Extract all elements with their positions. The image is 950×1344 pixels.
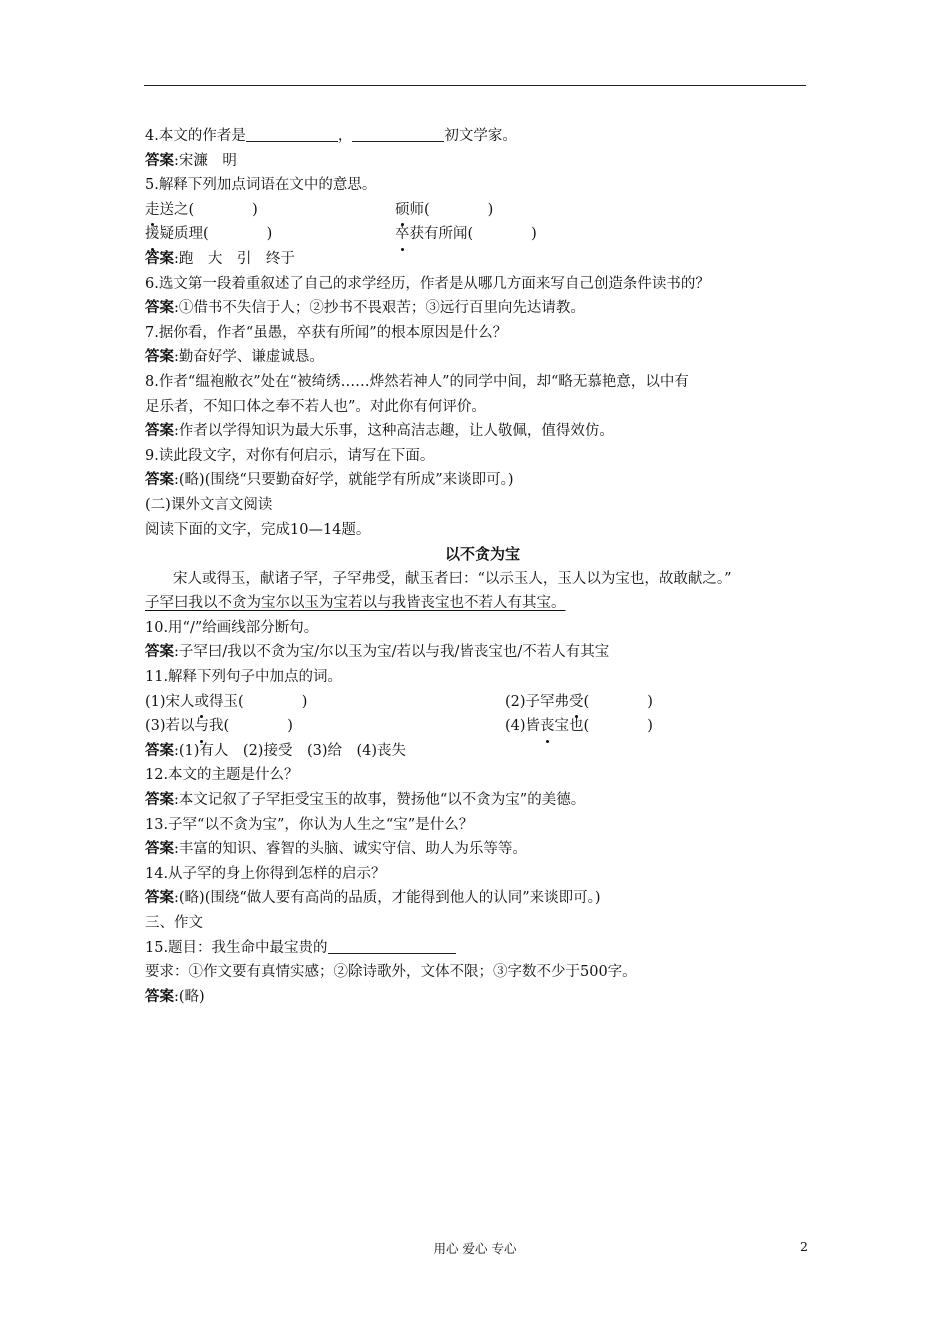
answer-label: 答案 bbox=[145, 988, 174, 1005]
answer-text: :丰富的知识、睿智的头脑、诚实守信、助人为乐等等。 bbox=[174, 841, 527, 858]
answer-label: 答案 bbox=[145, 644, 174, 661]
answer-5 bbox=[145, 247, 810, 272]
item-text: 我( ) bbox=[209, 718, 293, 735]
question-14: 14.从子罕的身上你得到怎样的启示？ bbox=[145, 865, 386, 882]
dotted-word: 卒 bbox=[395, 222, 410, 247]
dotted-word: 援 bbox=[145, 222, 160, 247]
question-10: 10.用“/”给画线部分断句。 bbox=[145, 619, 319, 636]
answer-text: :勤奋好学、谦虚诚恳。 bbox=[174, 349, 324, 366]
answer-blank bbox=[352, 126, 444, 142]
answer-text: :(1)有人 (2)接受 (3)给 (4)丧失 bbox=[174, 742, 407, 759]
answer-blank bbox=[246, 126, 338, 142]
answer-12 bbox=[145, 788, 810, 813]
question-6: 6.选文第一段着重叙述了自己的求学经历，作者是从哪几方面来写自己创造条件读书的？ bbox=[145, 275, 710, 292]
item-text: 师( ) bbox=[409, 201, 494, 218]
answer-label: 答案 bbox=[145, 152, 174, 169]
question-15 bbox=[145, 936, 810, 961]
question-5-items-row2 bbox=[145, 222, 810, 247]
item-text: 获有所闻( ) bbox=[409, 226, 537, 243]
footer-text: 用心 爱心 专心 bbox=[433, 1241, 517, 1256]
answer-label: 答案 bbox=[145, 472, 174, 489]
instruction: 阅读下面的文字，完成10—14题。 bbox=[145, 521, 371, 538]
answer-label: 答案 bbox=[145, 841, 174, 858]
answer-text: :(略)(围绕“只要勤奋好学，就能学有所成”来谈即可。) bbox=[174, 472, 514, 489]
section-heading: 三、作文 bbox=[145, 915, 203, 931]
item-text: 送之( ) bbox=[159, 201, 258, 218]
question-11: 11.解释下列句子中加点的词。 bbox=[145, 669, 343, 686]
item-text: (2)子罕弗 bbox=[505, 693, 570, 710]
dotted-word: 受 bbox=[569, 690, 584, 715]
dotted-word: 硕 bbox=[395, 198, 410, 223]
question-11-items-row2 bbox=[145, 714, 810, 739]
passage-title: 以不贪为宝 bbox=[444, 545, 520, 564]
answer-14 bbox=[145, 886, 810, 911]
answer-blank bbox=[328, 938, 456, 954]
passage-underlined-line bbox=[145, 591, 810, 616]
question-5-items-row1 bbox=[145, 198, 810, 223]
page-content bbox=[145, 124, 810, 1009]
answer-15 bbox=[145, 985, 810, 1010]
question-11-items-row1 bbox=[145, 690, 810, 715]
answer-text: :作者以学得知识为最大乐事，这种高洁志趣，让人敬佩，值得效仿。 bbox=[174, 423, 614, 440]
question-text: ， bbox=[337, 128, 353, 144]
answer-text: :(略) bbox=[174, 988, 205, 1005]
answer-text: :跑 大 引 终于 bbox=[174, 250, 295, 267]
dotted-word: 走 bbox=[145, 198, 160, 223]
answer-label: 答案 bbox=[145, 792, 174, 809]
question-4 bbox=[145, 124, 810, 149]
question-9: 9.读此段文字，对你有何启示，请写在下面。 bbox=[145, 447, 435, 464]
answer-13 bbox=[145, 837, 810, 862]
dotted-word: 丧 bbox=[540, 714, 555, 739]
question-7: 7.据你看，作者“虽愚，卒获有所闻”的根本原因是什么？ bbox=[145, 324, 508, 341]
answer-6 bbox=[145, 296, 810, 321]
question-8-line2: 足乐者，不知口体之奉不若人也”。对此你有何评价。 bbox=[145, 398, 486, 415]
answer-text: :宋濂 明 bbox=[174, 152, 237, 169]
item-text: (4)皆 bbox=[505, 718, 541, 735]
answer-7 bbox=[145, 345, 810, 370]
answer-label: 答案 bbox=[145, 890, 174, 907]
question-5: 5.解释下列加点词语在文中的意思。 bbox=[145, 177, 377, 194]
answer-label: 答案 bbox=[145, 300, 174, 317]
answer-text: :(略)(围绕“做人要有高尚的品质，才能得到他人的认同”来谈即可。) bbox=[174, 890, 601, 907]
answer-text: :本文记叙了子罕拒受宝玉的故事，赞扬他“以不贪为宝”的美德。 bbox=[174, 792, 586, 809]
dotted-word: 与 bbox=[195, 714, 210, 739]
answer-label: 答案 bbox=[145, 250, 174, 267]
answer-9 bbox=[145, 468, 810, 493]
passage-line: 宋人或得玉，献诸子罕，子罕弗受，献玉者曰：“以示玉人，玉人以为宝也，故敢献之。” bbox=[173, 570, 732, 587]
dotted-word: 或 bbox=[195, 690, 210, 715]
item-text: 疑质理( ) bbox=[159, 226, 273, 243]
item-text: (1)宋人 bbox=[145, 693, 195, 710]
question-8-line1: 8.作者“缊袍敝衣”处在“被绮绣……烨然若神人”的同学中间，却“略无慕艳意，以中有 bbox=[145, 373, 689, 390]
header-rule bbox=[144, 85, 806, 86]
item-text: 得玉( ) bbox=[209, 693, 308, 710]
answer-10 bbox=[145, 640, 810, 665]
question-text: 初文学家。 bbox=[444, 128, 517, 144]
answer-label: 答案 bbox=[145, 423, 174, 440]
answer-text: :①借书不失信于人；②抄书不畏艰苦；③远行百里向先达请教。 bbox=[174, 300, 585, 317]
question-text: 15.题目：我生命中最宝贵的 bbox=[145, 939, 328, 956]
section-heading: (二)课外文言文阅读 bbox=[145, 496, 273, 513]
item-text: (3)若以 bbox=[145, 718, 195, 735]
question-13: 13.子罕“以不贪为宝”，你认为人生之“宝”是什么？ bbox=[145, 816, 474, 833]
question-text: 4.本文的作者是 bbox=[145, 128, 246, 144]
answer-text: :子罕曰/我以不贪为宝/尔以玉为宝/若以与我/皆丧宝也/不若人有其宝 bbox=[174, 644, 610, 661]
answer-11 bbox=[145, 739, 810, 764]
question-15-requirements: 要求：①作文要有真情实感；②除诗歌外，文体不限；③字数不少于500字。 bbox=[145, 964, 637, 981]
item-text: ( ) bbox=[583, 693, 653, 710]
answer-label: 答案 bbox=[145, 742, 174, 759]
answer-label: 答案 bbox=[145, 349, 174, 366]
page-number: 2 bbox=[800, 1239, 808, 1254]
question-12: 12.本文的主题是什么？ bbox=[145, 767, 299, 784]
underlined-text: 子罕曰我以不贪为宝尔以玉为宝若以与我皆丧宝也不若人有其宝。 bbox=[145, 595, 566, 612]
item-text: 宝也( ) bbox=[554, 718, 653, 735]
answer-4 bbox=[145, 149, 810, 174]
answer-8 bbox=[145, 419, 810, 444]
